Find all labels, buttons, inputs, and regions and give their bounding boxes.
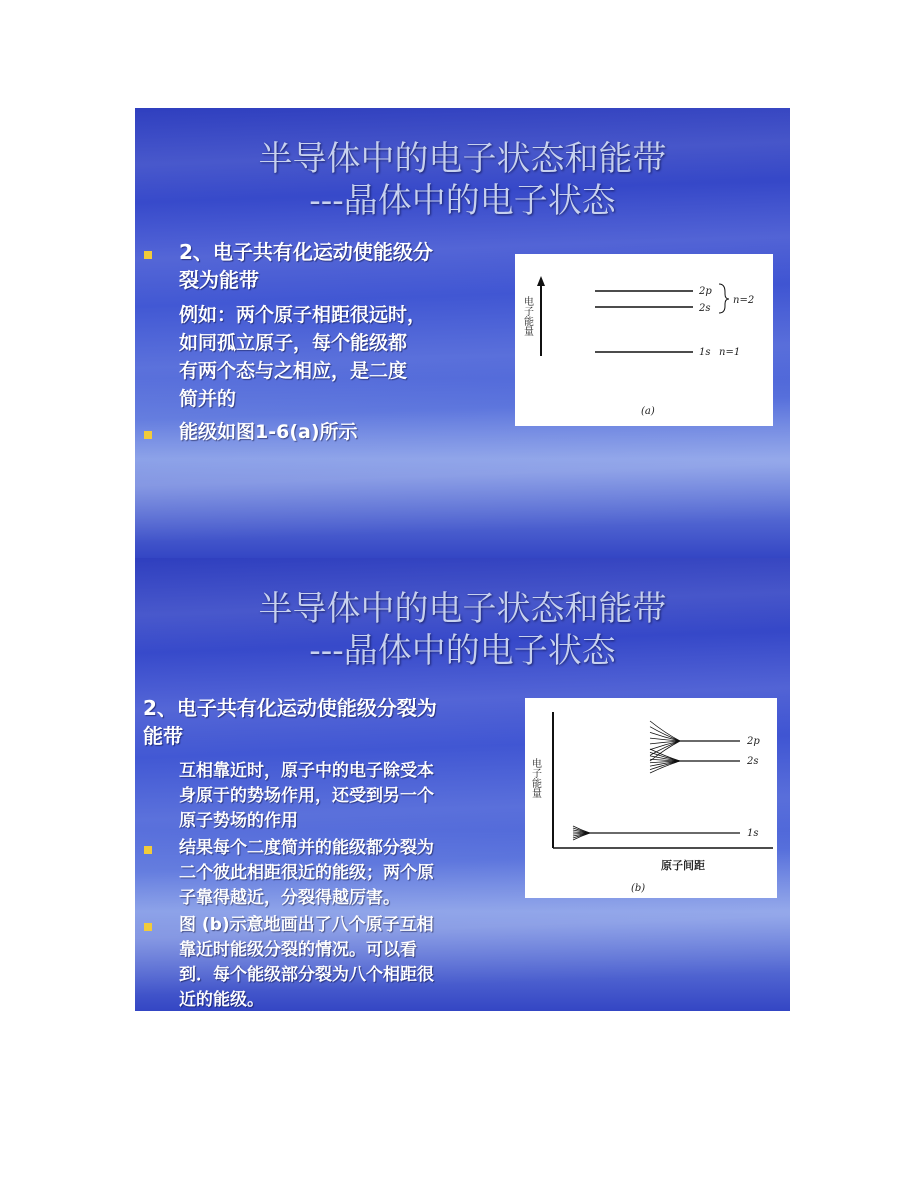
label-2p: 2p: [699, 286, 712, 297]
bullet-heading: 2、电子共有化运动使能级分 裂为能带: [179, 240, 433, 292]
label-1s: 1s: [747, 828, 759, 839]
energy-level-figure-a: [515, 254, 773, 426]
section-heading: 2、电子共有化运动使能级分裂为 能带: [143, 696, 437, 748]
label-n1: n=1: [719, 347, 741, 358]
slide-title-line1: 半导体中的电子状态和能带: [258, 589, 667, 629]
description-paragraph: 互相靠近时，原子中的电子除受本 身原于的势场作用，还受到另一个 原子势场的作用: [179, 761, 434, 831]
bullet-figure-ref: 能级如图1-6(a)所示: [179, 421, 358, 443]
figure-caption: (b): [631, 883, 646, 894]
label-2s: 2s: [699, 303, 711, 314]
label-1s: 1s: [699, 347, 711, 358]
x-axis-label: 原子间距: [661, 859, 705, 872]
slide-2: [135, 558, 790, 1011]
bullet-result: 结果每个二度简并的能级都分裂为 二个彼此相距很近的能级；两个原 子靠得越近，分裂得越厉害。: [179, 838, 434, 908]
axis-arrow-icon: [537, 276, 545, 286]
slide-title-line2: ---晶体中的电子状态: [309, 181, 616, 221]
slide-title-line1: 半导体中的电子状态和能带: [258, 139, 667, 179]
split-levels: [573, 721, 680, 840]
energy-band-figure-b: [525, 698, 777, 898]
slide-1: [135, 108, 790, 558]
bullet-icon: [144, 923, 152, 931]
label-n2: n=2: [733, 295, 755, 306]
bullet-icon: [144, 431, 152, 439]
split-level-line: [650, 721, 680, 741]
example-paragraph: 例如：两个原子相距很远时， 如同孤立原子，每个能级都 有两个态与之相应，是二度 简并的: [179, 304, 427, 410]
bullet-figure-ref: 图 (b)示意地画出了八个原子互相 靠近时能级分裂的情况。可以看 到．每个能级部分裂为八个相距很 近的能级。: [179, 915, 434, 1010]
brace-icon: [719, 284, 729, 313]
slide-title-line2: ---晶体中的电子状态: [309, 631, 616, 671]
bullet-icon: [144, 846, 152, 854]
bullet-icon: [144, 251, 152, 259]
figure-caption: (a): [641, 406, 655, 417]
y-axis-label: 电子能量: [529, 758, 541, 798]
label-2p: 2p: [747, 736, 760, 747]
label-2s: 2s: [747, 756, 759, 767]
y-axis-label: 电子能量: [521, 296, 533, 336]
